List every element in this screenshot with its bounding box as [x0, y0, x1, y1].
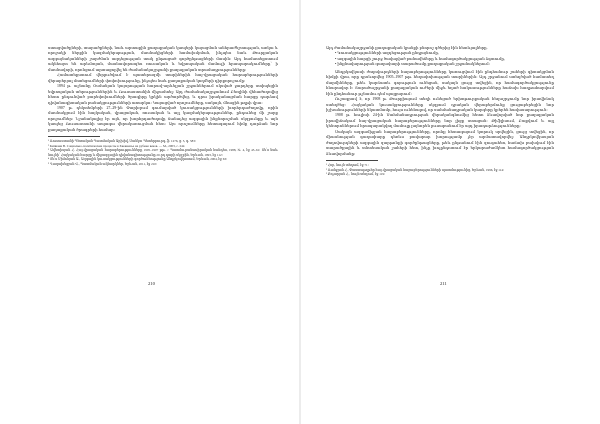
right-page-number: 211 [440, 281, 447, 286]
left-paragraph-3: 1894 թ. աշնանը Օսմանյան կայսրության հարավ-արևելյան շրջաններում սկսված ջարդերը ստիպեցին եվրոպական տերություններին և Ռուսաստանին միջամտել։ Այդ ժամանակաշրջանում Բեռլինի վեհաժողովից հետո ընդունված բարեփոխումների ծրագիրը կրկին արծարծվեց, և դրա իրականացման հարցը դարձավ դիվանագիտական բանակցությունների առարկա։ Կայացված որոշումները, սակայն, մնացին թղթի վրա։ [48, 84, 278, 105]
right-body-text [326, 46, 554, 157]
right-bullet-list [326, 51, 554, 67]
right-page [300, 0, 600, 424]
left-footnote-5: ⁵ Ղազախեցյան Վ., Պատմական ակնարկներ, Երևան, 2011, էջ 210։ [48, 161, 158, 166]
left-paragraph-1: ստացվածքների, տարածքների, նաև արտաքին քաղաքական կապերի կայացման անհրաժեշտության, առկա և որոշակի ներքին կազմակերպության, մասնակիցների համախմբման, ինչպես նաև Թուրքական ազգայնականների շարժման ազդեցության տակ ընթացած գործընթացների մասին։ Այդ համատեքստում ակնհայտ են արևմտյան, մասնավորապես ռուսական և եվրոպական մամուլի հրապարակումները՝ ի մասնավորի, որոնցում արտացոլվել են ժամանակաշրջանի քաղաքական տրամադրությունները։ [48, 46, 278, 72]
left-footnotes [48, 139, 278, 166]
left-footnote-2: ² Кипиани В. Социально-политические процессы в Закавказье на рубеже веков. — М., 2003, с. 242. [48, 143, 186, 148]
left-footnote-1: ¹ Ռուսաստանի Պետական Պատմական Արխիվ, Սանկտ Պետերբուրգ, ֆ. 1276, ց. 5, գ. 583։ [48, 139, 196, 144]
right-intro: Այդ ժամանակաշրջանի քաղաքական կյանքի բնորոշ գծերից էին հետևյալները. [326, 46, 488, 50]
right-paragraph-1: Անդրկովկասի ժողովուրդների հարաբերությունները կառուցվում էին ընդհանուր շահերի գիտակցման հիմքի վրա, որը դրսևորվեց 1905–1907 թթ. հեղափոխության տարիներին։ Այդ շրջանում ստեղծված համատեղ մարմինները, թեև կարճատև գոյություն ունեցան, սակայն ցույց տվեցին, որ համագործակցությունը հնարավոր է։ Տարածաշրջանի քաղաքական ուժերի միջև եղած հակասությունները հաճախ հաղթահարվում էին ընդհանուր թշնամու դեմ պայքարում։ [326, 69, 554, 96]
right-bullet-1: • Կուսակցությունների ազդեցության ընդլայնումը, [326, 51, 554, 56]
right-footnotes [326, 163, 554, 177]
right-footnote-2: ² Ռանջյան Հ., Փաստաթղթեր հայ-վրացական հարաբերությունների պատմությունից, Երևան, 1996, էջ 114։ [326, 167, 505, 172]
left-page-number: 210 [148, 281, 155, 286]
right-footnote-rule [326, 160, 378, 161]
right-bullet-3: • ինքնավարության գաղափարի տարածումը քաղաքական շրջանակներում։ [326, 62, 554, 67]
right-footnote-1: ¹ Հոր, նույն տեղում, էջ 71։ [326, 163, 369, 168]
left-footnote-rule [48, 136, 100, 137]
right-footnote-3: ³ Քոչարյան Հ., նույն տեղում, էջ 119։ [326, 172, 386, 177]
left-footnote-3: ³ Ավետիսյան Հ. Հայ-վրացական հարաբերությունները 1905–1907 թթ. // Պատմա-բանասիրական հանդես, 1988, № 4, էջ 45–61։ Տե՛ս նաև նույնի՝ Հայկական հարցը և միջազգային դիվանագիտությունը 20-րդ դարի սկզբին, Երևան, 1993, էջ 112։ [48, 148, 278, 157]
right-paragraph-4: Սակայն ազգամիջյան հարաբերությունները, որոնք հետագայում կտրուկ սրվեցին, ցույց տվեցին, որ միասնության գաղափարը դեռևս բավարար խորությամբ չէր արմատավորվել։ Անդրկովկասյան ժողովուրդների ազգային զարթոնքի գործընթացները, թեև ընթանում էին զուգահեռ, հաճախ բախվում էին տարածքային և տնտեսական շահերի հետ, ինչը խոչընդոտում էր երկարաժամկետ համագործակցության ձևավորմանը։ [326, 129, 554, 156]
left-footnote-4: ⁴ Տե՛ս Սիմոնյան Ա., Ազգային կուսակցությունների գործունեությունը Անդրկովկասում, Երևան, 2004, էջ 63։ [48, 157, 228, 162]
left-paragraph-4: 1907 թ. դեկտեմբերի 27–29-ին Փարիզում գումարված կուսակցությունների խորհրդաժողովը, որին մասնակցում էին հայկական, վրացական, ռուսական և այլ կազմակերպություններ, ընդունեց մի շարք որոշումներ։ Նշանակալից էր այն, որ խորհրդաժողովը ճանաչեց ազգային ինքնորոշման սկզբունքը և այն կապեց Ռուսաստանի ապագա վերակառուցման հետ։ Այս որոշումները հետագայում հիմք դարձան նոր քաղաքական ծրագրերի համար։ [48, 105, 278, 132]
left-paragraph-2: Համատեքստում վերլուծվում է պատերազմի տարիներին հայ-վրացական հարաբերությունների վերաբերյալ մոտեցումների փոփոխությունը, ինչպես նաև քաղաքական կողմերի դիրքորոշումը։ [48, 73, 278, 83]
right-paragraph-2: Ուշագրավ է, որ 1908 թ. Թուրքիայում տեղի ունեցած երիտթուրքական հեղաշրջումը նոր իրավիճակ ստեղծեց։ Հայկական կուսակցությունները սկզբում դրական վերաբերմունք ցուցաբերեցին նոր իշխանությունների նկատմամբ, հույս ունենալով, որ սահմանադրական կարգերը կբերեն հավասարություն։ [326, 97, 554, 112]
right-paragraph-3: 1908 թ. հուլիսի 24-ին Սահմանադրության վերականգնումից հետո ձևավորված նոր քաղաքական իրավիճակում հայ-վրացական հարաբերությունները նոր լիցք ստացան։ Թիֆլիսում, Բաքվում և այլ կենտրոններում հրապարակվող մամուլը լայնորեն լուսաբանում էր այդ իրադարձությունները։ [326, 113, 554, 129]
left-body-text [48, 46, 278, 133]
right-bullet-2: • ազգային հարցի շուրջ ծավալված բանավեճերը և համագործակցության ձգտումը, [326, 57, 554, 62]
